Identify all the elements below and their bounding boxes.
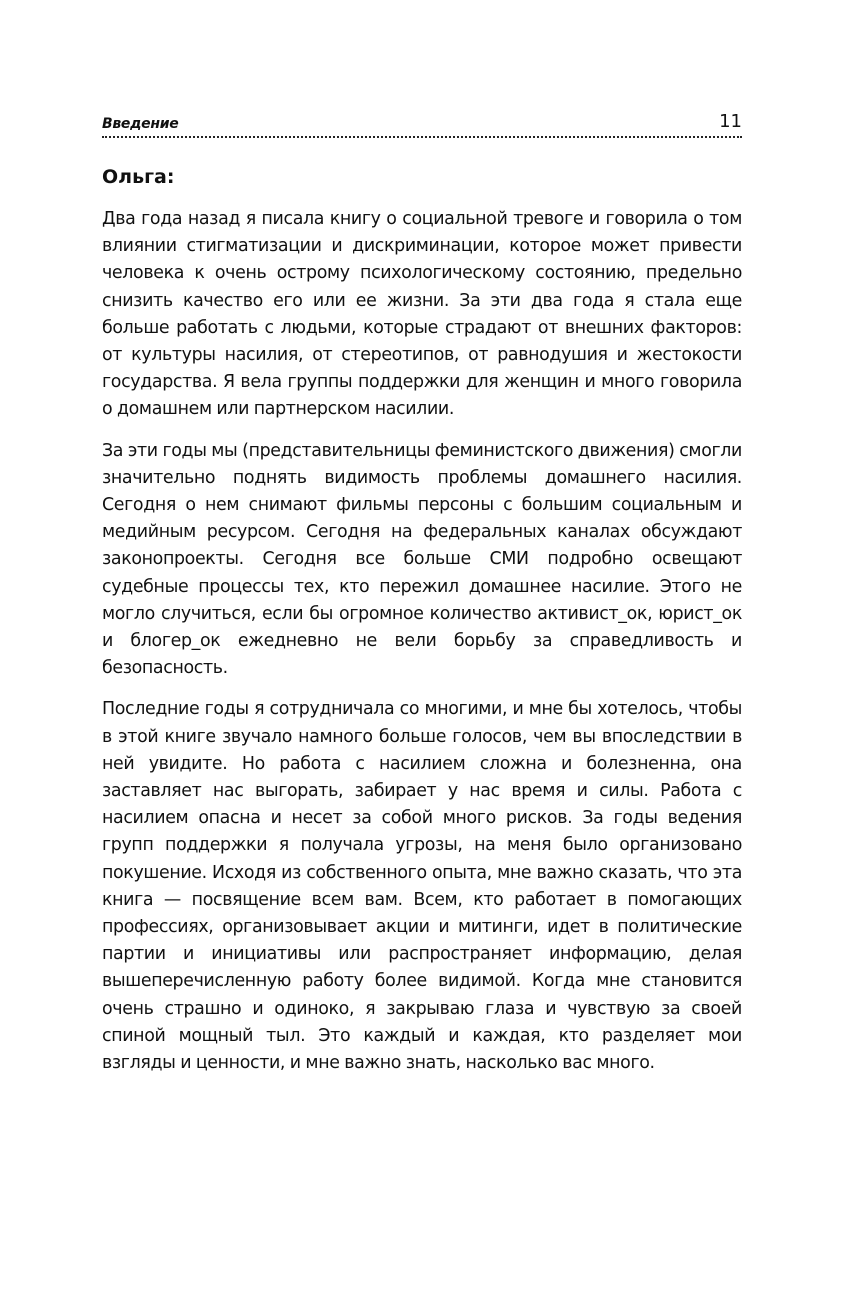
paragraph-1: Два года назад я писала книгу о социальной тревоге и говорила о том влиянии стигматизации и дискриминации, которое может привести человека к очень острому психологическому состоянию, предельно снизить качество его или ее жизни. За эти два года я стала еще больше работать с людьми, которые страдают от внешних факторов: от культуры насилия, от стереотипов, от равнодушия и жестокости государства. Я вела группы поддержки для женщин и много говорила о домашнем или партнерском насилии. bbox=[102, 209, 742, 420]
running-header bbox=[102, 108, 742, 138]
speaker-name: Ольга: bbox=[102, 166, 175, 188]
body-text bbox=[102, 206, 742, 1077]
paragraph-2: За эти годы мы (представительницы феминистского движения) смогли значительно поднять видимость проблемы домашнего насилия. Сегодня о нем снимают фильмы персоны с большим социальным и медийным ресурсом. Сегодня на федеральных каналах обсуждают законопроекты. Сегодня все больше СМИ подробно освещают судебные процессы тех, кто пережил домашнее насилие. Этого не могло случиться, если бы огромное количество активист_ок, юрист_ок и блогер_ок ежедневно не вели борьбу за справедливость и безопасность. bbox=[102, 440, 742, 679]
section-title: Введение bbox=[102, 116, 179, 132]
page-number: 11 bbox=[719, 111, 742, 132]
book-page bbox=[102, 108, 742, 1091]
paragraph-3: Последние годы я сотрудничала со многими, и мне бы хотелось, чтобы в этой книге звучало намного больше голосов, чем вы впоследствии в ней увидите. Но работа с насилием сложна и болезненна, она заставляет нас выгорать, забирает у нас время и силы. Работа с насилием опасна и несет за собой много рисков. За годы ведения групп поддержки я получала угрозы, на меня было организовано покушение. Исходя из собственного опыта, мне важно сказать, что эта книга — посвящение всем вам. Всем, кто работает в помогающих профессиях, организовывает акции и митинги, идет в политические партии и инициативы или распространяет информацию, делая вышеперечисленную работу более видимой. Когда мне становится очень страшно и одиноко, я закрываю глаза и чувствую за своей спиной мощный тыл. Это каждый и каждая, кто разделяет мои взгляды и ценности, и мне важно знать, насколько вас много. bbox=[102, 699, 742, 1074]
